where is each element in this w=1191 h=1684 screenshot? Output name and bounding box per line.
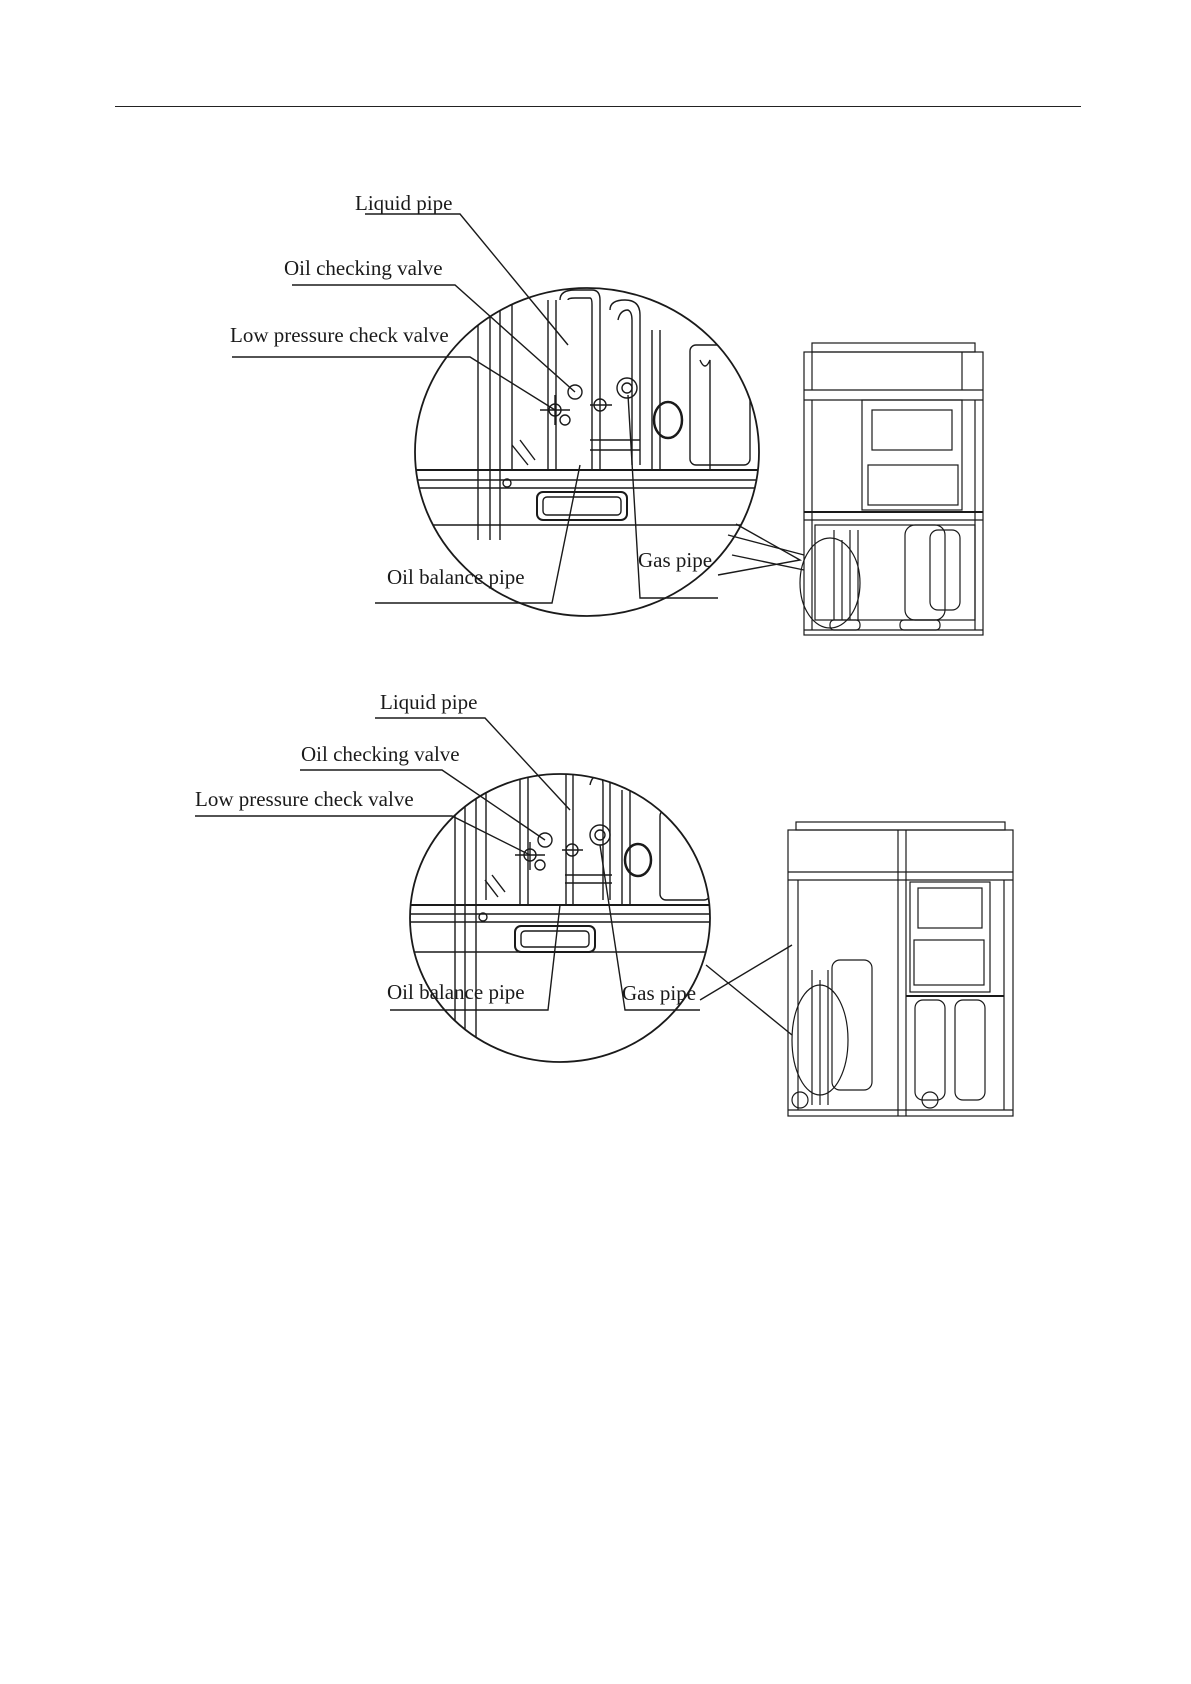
figure-1-single-module-unit bbox=[0, 0, 1191, 660]
magnified-valve-detail bbox=[410, 290, 760, 540]
label-liquid-pipe: Liquid pipe bbox=[380, 690, 478, 714]
figure-2-drawing bbox=[0, 660, 1191, 1120]
label-gas-pipe: Gas pipe bbox=[622, 981, 697, 1005]
figure-2-double-module-unit bbox=[0, 660, 1191, 1120]
figure-1-drawing bbox=[0, 0, 1191, 660]
magnified-valve-detail bbox=[405, 760, 720, 1060]
label-gas-pipe: Gas pipe bbox=[638, 548, 713, 572]
outdoor-unit-overview bbox=[800, 343, 983, 635]
label-oil-balance-pipe: Oil balance pipe bbox=[387, 565, 525, 589]
label-low-pressure-check-valve: Low pressure check valve bbox=[195, 787, 414, 811]
label-liquid-pipe: Liquid pipe bbox=[355, 191, 453, 215]
leader-gas-pipe-extension bbox=[718, 524, 800, 575]
label-oil-balance-pipe: Oil balance pipe bbox=[387, 980, 525, 1004]
outdoor-unit-overview bbox=[788, 822, 1013, 1116]
label-oil-checking-valve: Oil checking valve bbox=[284, 256, 443, 280]
label-low-pressure-check-valve: Low pressure check valve bbox=[230, 323, 449, 347]
label-oil-checking-valve: Oil checking valve bbox=[301, 742, 460, 766]
leader-low-pressure-check-valve bbox=[195, 816, 530, 855]
leader-low-pressure-check-valve bbox=[232, 357, 555, 410]
